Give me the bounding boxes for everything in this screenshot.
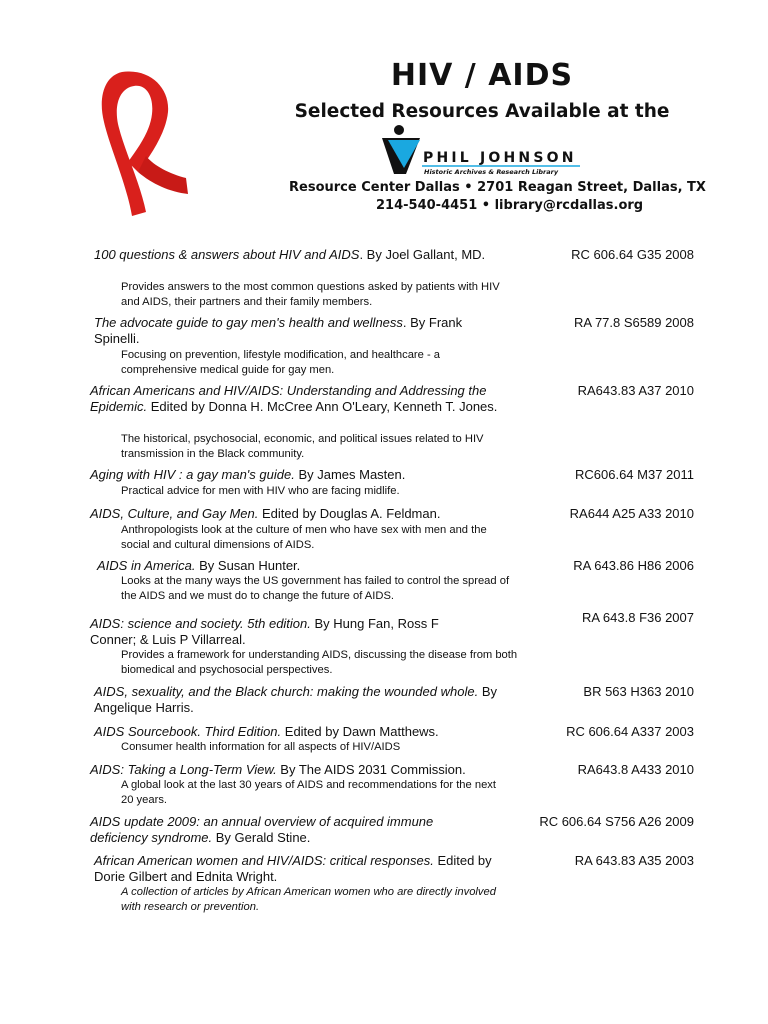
- book-author: By The AIDS 2031 Commission.: [276, 762, 466, 777]
- call-number: RA 643.8 F36 2007: [581, 610, 694, 625]
- call-number: RC 606.64 S756 A26 2009: [539, 814, 694, 829]
- citation: [90, 814, 490, 846]
- page-subtitle: Selected Resources Available at the: [294, 101, 670, 122]
- library-address: Resource Center Dallas • 2701 Reagan Street, Dallas, TX: [289, 180, 706, 195]
- book-description: Provides answers to the most common questions asked by patients with HIV and AIDS, their partners and their family members.: [121, 281, 500, 308]
- book-author: By Gerald Stine.: [212, 830, 311, 845]
- citation: [90, 506, 510, 522]
- book-description: Anthropologists look at the culture of men who have sex with men and the social and cultural dimensions of AIDS.: [121, 524, 487, 551]
- call-number: RC606.64 M37 2011: [574, 467, 694, 482]
- book-description: A global look at the last 30 years of AIDS and recommendations for the next 20 years.: [121, 779, 496, 806]
- citation: [94, 853, 514, 885]
- ribbon-right-tail: [138, 156, 188, 194]
- citation: [94, 684, 514, 716]
- citation: [94, 315, 504, 347]
- book-description: Focusing on prevention, lifestyle modification, and healthcare - a comprehensive medical guide for gay men.: [121, 349, 441, 376]
- book-title: AIDS, sexuality, and the Black church: making the wounded whole.: [94, 684, 479, 699]
- call-number: RC 606.64 G35 2008: [571, 247, 694, 262]
- logo-subtitle: Historic Archives & Research Library: [424, 168, 559, 176]
- book-description: Provides a framework for understanding AIDS, discussing the disease from both biomedical and psychosocial perspectives.: [121, 649, 518, 676]
- book-author: By Hung Fan, Ross F Conner; & Luis P Villarreal.: [90, 616, 439, 647]
- book-title: African Americans and HIV/AIDS: Understanding and Addressing the Epidemic.: [90, 383, 487, 414]
- call-number: RA643.83 A37 2010: [577, 383, 694, 398]
- citation: [97, 558, 517, 574]
- book-title: The advocate guide to gay men's health and wellness: [94, 315, 403, 330]
- citation: [90, 616, 480, 648]
- book-author: . By Frank Spinelli.: [94, 315, 463, 346]
- citation: [94, 247, 514, 263]
- page-title: HIV / AIDS: [390, 58, 574, 93]
- book-description: Looks at the many ways the US government has failed to control the spread of the AIDS and we must do to change the future of AIDS.: [121, 575, 510, 602]
- book-title: AIDS Sourcebook. Third Edition.: [94, 724, 282, 739]
- call-number: RA 77.8 S6589 2008: [574, 315, 694, 330]
- citation: [90, 467, 510, 483]
- citation: [94, 724, 514, 740]
- book-description: Practical advice for men with HIV who are facing midlife.: [121, 485, 400, 497]
- call-number: RC 606.64 A337 2003: [566, 724, 694, 739]
- call-number: RA643.8 A433 2010: [577, 762, 694, 777]
- call-number: RA 643.86 H86 2006: [573, 558, 694, 573]
- book-title: 100 questions & answers about HIV and AIDS: [94, 247, 360, 262]
- call-number: RA644 A25 A33 2010: [569, 506, 694, 521]
- book-author: Edited by Douglas A. Feldman.: [258, 506, 441, 521]
- book-author: Edited by Dorie Gilbert and Ednita Wright.: [94, 853, 492, 884]
- logo-head: [394, 125, 404, 135]
- library-contact: 214-540-4451 • library@rcdallas.org: [376, 198, 644, 213]
- citation: [90, 762, 510, 778]
- book-title: AIDS: Taking a Long-Term View.: [90, 762, 277, 777]
- citation: [90, 383, 515, 415]
- book-title: Aging with HIV : a gay man's guide.: [90, 467, 295, 482]
- book-author: . By Joel Gallant, MD.: [359, 247, 486, 262]
- book-author: Edited by Donna H. McCree Ann O'Leary, Kenneth T. Jones.: [147, 399, 498, 414]
- logo-name: PHIL JOHNSON: [423, 150, 577, 166]
- book-description: A collection of articles by African American women who are directly involved with research or prevention.: [121, 886, 496, 913]
- book-author: Edited by Dawn Matthews.: [281, 724, 439, 739]
- book-author: By Susan Hunter.: [195, 558, 301, 573]
- call-number: RA 643.83 A35 2003: [574, 853, 694, 868]
- book-title: AIDS: science and society. 5th edition.: [90, 616, 311, 631]
- book-title: AIDS update 2009: an annual overview of acquired immune deficiency syndrome.: [90, 814, 434, 845]
- book-title: African American women and HIV/AIDS: critical responses.: [94, 853, 434, 868]
- book-title: AIDS, Culture, and Gay Men.: [90, 506, 259, 521]
- ribbon-shape: [102, 71, 168, 216]
- book-author: By Angelique Harris.: [94, 684, 497, 715]
- call-number: BR 563 H363 2010: [583, 684, 694, 699]
- book-description: The historical, psychosocial, economic, and political issues related to HIV transmission in the Black community.: [121, 433, 484, 460]
- book-description: Consumer health information for all aspects of HIV/AIDS: [121, 741, 401, 753]
- book-title: AIDS in America.: [97, 558, 196, 573]
- book-author: By James Masten.: [294, 467, 406, 482]
